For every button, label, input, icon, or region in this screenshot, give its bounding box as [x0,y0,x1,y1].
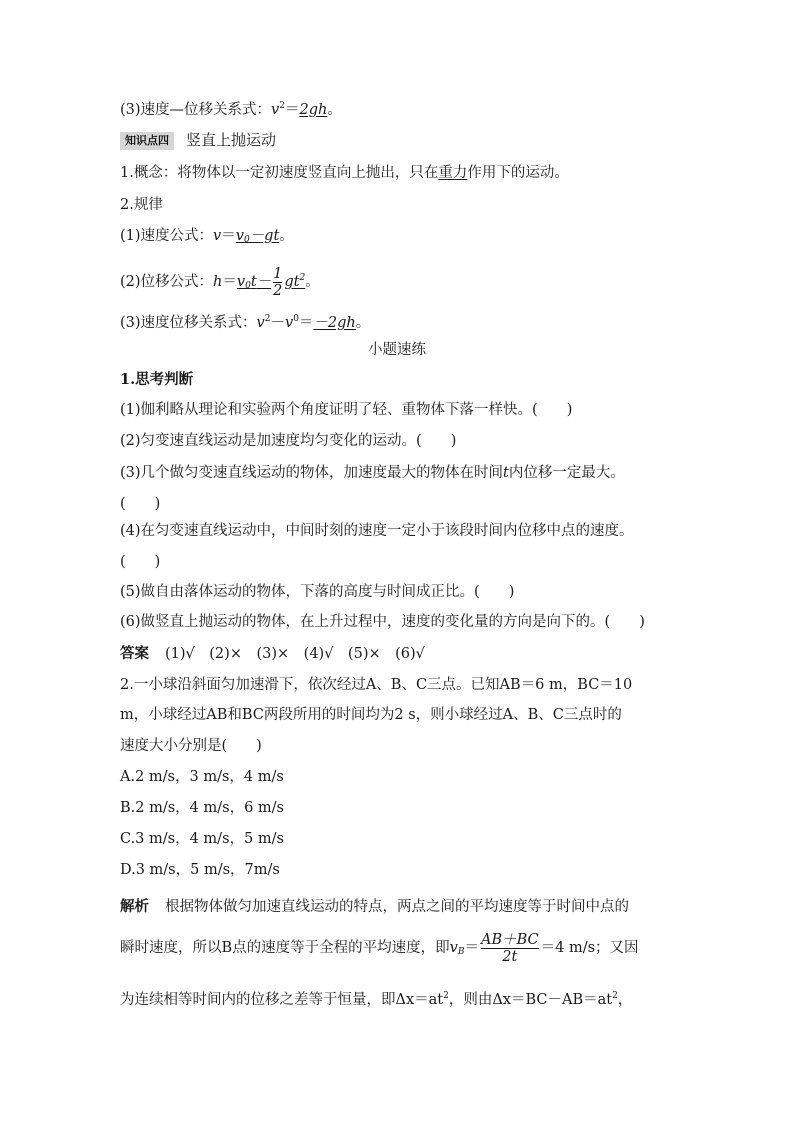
var-vb: v [449,940,458,956]
judgment-item-4: (4)在匀变速直线运动中，中间时刻的速度一定小于该段时间内位移中点的速度。 [120,523,634,539]
answer-blank [236,228,280,244]
var-v0: v [235,228,244,244]
var-t: t [503,465,509,481]
option-b: B.2 m/s，4 m/s，6 m/s [120,800,284,816]
period: 。 [279,228,294,244]
period: 。 [305,274,320,290]
line-prefix: (3)速度—位移关系式： [120,102,272,118]
solution-line-3 [120,986,632,1010]
rules-heading: 2.规律 [120,197,163,213]
fraction-numerator: AB＋BC [480,931,539,948]
judgment-item-3-paren: ( ) [120,496,161,512]
superscript: 0 [293,314,299,324]
answer-blank: －2gh [313,315,356,331]
answer-blank: 2gh [299,102,328,118]
equals-sign: ＝ [222,274,237,290]
answer-text: (1)√ (2)× (3)× (4)√ (5)× (6)√ [165,646,425,662]
fraction-average-velocity [481,932,539,965]
judgment-item-5: (5)做自由落体运动的物体，下落的高度与时间成正比。( ) [120,584,515,600]
solution-text: ＝4 m/s；又因 [540,940,639,956]
superscript: 2 [299,273,306,283]
option-c: C.3 m/s，4 m/s，5 m/s [120,831,284,847]
velocity-displacement-relation-line [120,309,370,333]
period: 。 [355,315,371,331]
answer-label: 答案 [120,645,149,662]
fraction-one-half [273,266,282,299]
question-1-title: 1.思考判断 [120,371,194,388]
answer-line [120,644,425,664]
solution-line-1 [120,897,629,917]
concept-prefix: 1.概念：将物体以一定初速度竖直向上抛出，只在 [120,165,439,181]
judgment-item-1: (1)伽利略从理论和实验两个角度证明了轻、重物体下落一样快。( ) [120,402,573,418]
solution-text: 瞬时速度，所以B点的速度等于全程的平均速度，即 [120,940,450,956]
answer-blank: 重力 [438,165,468,181]
equals-sign: ＝ [298,315,314,331]
minus-sign: － [270,315,285,331]
option-d: D.3 m/s，5 m/s，7m/s [120,862,280,878]
var-v0: v [236,274,246,290]
item-text: (3)几个做匀变速直线运动的物体，加速度最大的物体在时间 [120,465,504,481]
var-v0: v [284,315,294,331]
fraction-denominator: 2 [273,282,283,299]
line-prefix: (3)速度位移关系式： [120,315,257,331]
judgment-item-2: (2)匀变速直线运动是加速度均匀变化的运动。( ) [120,433,457,449]
displacement-formula-line [120,258,320,306]
var-t: t [250,274,257,290]
item-text: 内位移一定最大。 [508,465,625,481]
knowledge-point-badge: 知识点四 [120,132,174,150]
question-2-line-2: m，小球经过AB和BC两段所用的时间均为2 s，则小球经过A、B、C三点时的 [120,707,622,723]
var-gt: gt [284,274,300,290]
solution-text: 根据物体做匀加速直线运动的特点，两点之间的平均速度等于时间中点的 [165,899,629,915]
period: 。 [327,102,342,118]
superscript: 2 [279,101,285,111]
fraction-numerator: 1 [273,265,283,282]
subscript: 0 [245,281,251,291]
velocity-formula-line [120,226,294,250]
fraction-denominator: 2t [481,948,539,965]
solution-line-2 [120,928,639,972]
line-prefix: (2)位移公式： [120,274,214,290]
solution-text: 为连续相等时间内的位移之差等于恒量，即Δx＝at [120,992,444,1008]
practice-heading: 小题速练 [368,342,426,358]
var-v: v [271,102,280,118]
superscript: 2 [612,991,618,1001]
solution-text: ， [617,992,633,1008]
question-2-line-3: 速度大小分别是( ) [120,738,262,754]
solution-label: 解析 [120,898,149,915]
knowledge-point-header [120,130,276,151]
answer-rest: －gt [249,228,280,244]
equals-sign: ＝ [464,940,479,956]
superscript: 2 [443,991,449,1001]
question-2-line-1: 2.一小球沿斜面匀加速滑下，依次经过A、B、C三点。已知AB＝6 m，BC＝10 [120,677,633,693]
var-h: h [213,274,223,290]
subscript: 0 [243,235,250,245]
judgment-item-6: (6)做竖直上抛运动的物体，在上升过程中，速度的变化量的方向是向下的。( ) [120,614,645,630]
concept-line [120,163,569,183]
answer-blank [236,265,306,299]
velocity-displacement-line [120,96,342,120]
solution-text: ，则由Δx＝BC－AB＝at [448,992,613,1008]
section-title: 竖直上抛运动 [186,131,277,149]
subscript: B [457,947,465,957]
equals-sign: ＝ [284,102,300,118]
judgment-item-4-paren: ( ) [120,554,161,570]
minus-sign: － [256,274,272,290]
var-v: v [213,228,222,244]
judgment-item-3 [120,463,625,483]
concept-suffix: 作用下的运动。 [467,165,569,181]
var-v: v [256,315,265,331]
line-prefix: (1)速度公式： [120,228,214,244]
option-a: A.2 m/s，3 m/s，4 m/s [120,769,284,785]
superscript: 2 [264,314,271,324]
equals-sign: ＝ [221,228,236,244]
